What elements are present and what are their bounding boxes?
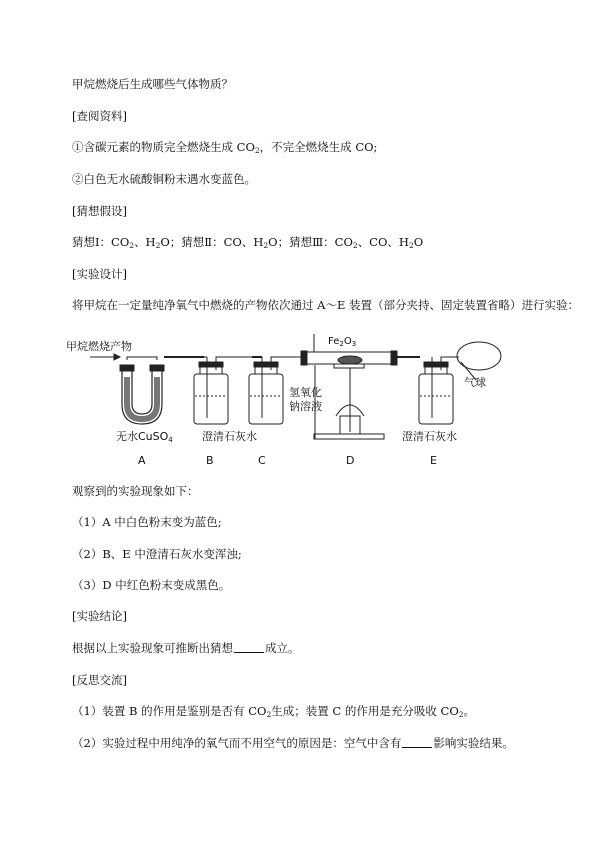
a-reagent-label: 无水CuSO4 (116, 430, 173, 444)
apparatus-diagram (64, 332, 514, 472)
reflection-item-1: （1）装置 B 的作用是鉴别是否有 $CO_2$生成；装置 C 的作用是充分吸收 $CO_2$。 (72, 704, 476, 719)
section-design: [实验设计] (72, 267, 127, 281)
conclusion-text: 根据以上实验现象可推断出猜想 成立。 (72, 641, 300, 655)
hypotheses-line: 猜想Ⅰ：$CO_2$、$H_2O$；猜想Ⅱ：CO、$H_2O$；猜想Ⅲ：$CO_2$、CO、$H_2O$ (72, 235, 424, 250)
u-tube-a (120, 357, 164, 424)
section-hypothesis: [猜想假设] (72, 204, 127, 218)
bottle-e (419, 357, 459, 424)
reference-item-2: ②白色无水硫酸铜粉末遇水变蓝色。 (72, 172, 256, 186)
design-text: 将甲烷在一定量纯净氧气中燃烧的产物依次通过 A～E 装置（部分夹持、固定装置省略）进行实验： (72, 298, 580, 312)
observe-intro: 观察到的实验现象如下： (72, 484, 199, 498)
balloon-label: 气球 (464, 376, 486, 389)
section-reflection: [反思交流] (72, 673, 127, 687)
product-label: 甲烷燃烧产物 (66, 340, 132, 353)
answer-blank-1[interactable] (234, 643, 264, 653)
section-reference: [查阅资料] (72, 109, 127, 123)
naoh-label-2: 钠溶液 (289, 400, 322, 413)
e-reagent-label: 澄清石灰水 (402, 430, 457, 443)
reflection-item-2: （2）实验过程中用纯净的氧气而不用空气的原因是：空气中含有 影响实验结果。 (72, 736, 514, 750)
answer-blank-2[interactable] (402, 738, 432, 748)
letter-e: E (430, 454, 437, 467)
letter-b: B (206, 454, 214, 467)
b-c-reagent-label: 澄清石灰水 (202, 430, 257, 443)
observation-1: （1）A 中白色粉末变为蓝色; (72, 515, 222, 529)
observation-2: （2）B、E 中澄清石灰水变浑浊; (72, 547, 242, 561)
observation-3: （3）D 中红色粉末变成黑色。 (72, 578, 231, 592)
fe2o3-label: $Fe_2O_3$ (328, 336, 357, 348)
question-text: 甲烷燃烧后生成哪些气体物质？ (72, 77, 233, 91)
letter-d: D (346, 454, 355, 467)
section-conclusion: [实验结论] (72, 609, 127, 623)
reference-item-1: ①含碳元素的物质完全燃烧生成 $CO_2$，不完全燃烧生成 CO; (72, 140, 378, 155)
bottle-b (194, 357, 252, 424)
letter-a: A (138, 454, 146, 467)
naoh-label-1: 氢氧化 (289, 386, 322, 399)
letter-c: C (258, 454, 266, 467)
